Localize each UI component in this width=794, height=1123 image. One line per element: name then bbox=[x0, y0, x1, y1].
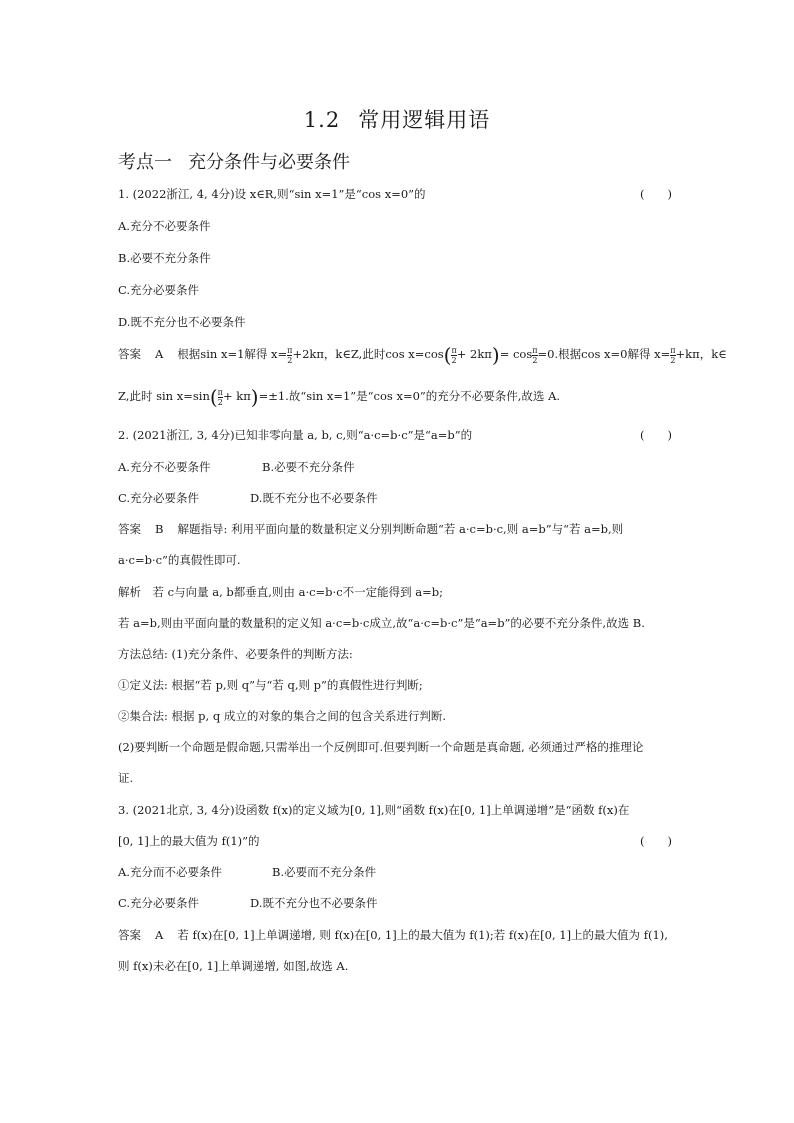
section-heading bbox=[118, 148, 350, 174]
q2-option-a: A.充分不必要条件 bbox=[118, 460, 211, 474]
q1-stem: 1. (2022浙江, 4, 4分)设 x∈R,则“sin x=1”是“cos x=0”的 bbox=[118, 187, 426, 201]
q2-answer-line1 bbox=[118, 521, 623, 537]
q3-answer-line1 bbox=[118, 927, 668, 943]
q1-answer-letter: A bbox=[155, 347, 164, 361]
q2-option-c: C.充分必要条件 bbox=[118, 491, 200, 505]
q1-ans-text-c: + 2kπ bbox=[456, 347, 492, 361]
q2-analysis-line1: 解析 若 c与向量 a, b都垂直,则由 a·c=b·c不一定能得到 a=b; bbox=[118, 585, 444, 599]
q2-option-d: D.既不充分也不必要条件 bbox=[250, 491, 378, 505]
fraction-pi-2: $\frac{\pi}{2}$ bbox=[451, 345, 457, 365]
q1-ans2-text-b: + kπ bbox=[222, 389, 251, 403]
chapter-number: 1.2 bbox=[303, 108, 341, 132]
q2-answer-blank: ( ) bbox=[640, 428, 672, 442]
fraction-pi-2: $\frac{\pi}{2}$ bbox=[287, 345, 293, 365]
q3-answer-text: 若 f(x)在[0, 1]上单调递增, 则 f(x)在[0, 1]上的最大值为 f(1);若 f(x)在[0, 1]上的最大值为 f(1), bbox=[177, 928, 668, 942]
q2-answer-line2: a·c=b·c”的真假性即可. bbox=[118, 553, 241, 567]
q3-option-b: B.必要而不充分条件 bbox=[272, 865, 377, 879]
q3-option-c: C.充分必要条件 bbox=[118, 896, 200, 910]
q2-answer-guide: 解题指导: 利用平面向量的数量积定义分别判断命题“若 a·c=b·c,则 a=b”与“若 a=b,则 bbox=[177, 522, 624, 536]
q2-stem: 2. (2021浙江, 3, 4分)已知非零向量 a, b, c,则“a·c=b·c”是“a=b”的 bbox=[118, 428, 473, 442]
q2-answer-letter: B bbox=[155, 522, 164, 536]
q2-method-3b: 证. bbox=[118, 771, 134, 785]
q2-method-1: ①定义法: 根据“若 p,则 q”与“若 q,则 p”的真假性进行判断; bbox=[118, 678, 423, 692]
q1-ans2-text-c: =±1.故“sin x=1”是“cos x=0”的充分不必要条件,故选 A. bbox=[258, 389, 561, 403]
q1-ans-text-e: =0.根据cos x=0解得 x= bbox=[537, 347, 671, 361]
q2-analysis-line2: 若 a=b,则由平面向量的数量积的定义知 a·c=b·c成立,故“a·c=b·c”是“a=b”的必要不充分条件,故选 B. bbox=[118, 616, 645, 630]
q2-method-2: ②集合法: 根据 p, q 成立的对象的集合之间的包含关系进行判断. bbox=[118, 709, 447, 723]
q1-ans-text-b: +2kπ，k∈Z,此时cos x=cos bbox=[292, 347, 444, 361]
q2-method-3a: (2)要判断一个命题是假命题,只需举出一个反例即可.但要判断一个命题是真命题, 必须通过严格的推理论 bbox=[118, 740, 644, 754]
q1-answer-blank: ( ) bbox=[640, 187, 672, 201]
q3-stem-line2: [0, 1]上的最大值为 f(1)”的 bbox=[118, 834, 260, 848]
q1-ans-text-f: +kπ，k∈ bbox=[675, 347, 727, 361]
q3-option-a: A.充分而不必要条件 bbox=[118, 865, 222, 879]
q1-option-d: D.既不充分也不必要条件 bbox=[118, 315, 246, 329]
q1-answer-label: 答案 bbox=[118, 347, 141, 361]
q1-option-b: B.必要不充分条件 bbox=[118, 251, 211, 265]
page-title bbox=[0, 104, 794, 134]
q3-option-d: D.既不充分也不必要条件 bbox=[250, 896, 378, 910]
q1-answer-line1: 答案 A 根据sin x=1解得 x= $\frac{\pi}{2}$ +2kπ，k∈Z,此时cos x=cos( $\frac{\pi}{2}$ + 2kπ)= cos $\frac{\pi}{2}$ =0.根据cos x=0解得 x= $\frac{\pi}{2}$ +kπ，k∈ bbox=[118, 343, 727, 367]
q2-option-b: B.必要不充分条件 bbox=[262, 460, 355, 474]
q3-answer-blank: ( ) bbox=[640, 834, 672, 848]
fraction-pi-2: $\frac{\pi}{2}$ bbox=[532, 345, 538, 365]
chapter-title: 常用逻辑用语 bbox=[358, 108, 491, 132]
q2-answer-label: 答案 bbox=[118, 522, 141, 536]
q1-answer-line2: Z,此时 sin x=sin( $\frac{\pi}{2}$ + kπ)=±1.故“sin x=1”是“cos x=0”的充分不必要条件,故选 A. bbox=[118, 385, 561, 409]
section-label: 考点一 bbox=[118, 152, 172, 173]
fraction-pi-2: $\frac{\pi}{2}$ bbox=[670, 345, 676, 365]
section-title: 充分条件与必要条件 bbox=[188, 152, 350, 173]
q1-option-a: A.充分不必要条件 bbox=[118, 219, 211, 233]
q1-ans2-text-a: Z,此时 sin x=sin bbox=[118, 389, 210, 403]
q1-option-c: C.充分必要条件 bbox=[118, 283, 200, 297]
q1-ans-text-d: = cos bbox=[499, 347, 533, 361]
q1-ans-text-a: 根据sin x=1解得 x= bbox=[177, 347, 288, 361]
fraction-pi-2: $\frac{\pi}{2}$ bbox=[217, 387, 223, 407]
q2-method-title: 方法总结: (1)充分条件、必要条件的判断方法: bbox=[118, 647, 353, 661]
q3-answer-label: 答案 bbox=[118, 928, 141, 942]
q3-answer-letter: A bbox=[155, 928, 164, 942]
q3-answer-line2: 则 f(x)未必在[0, 1]上单调递增, 如图,故选 A. bbox=[118, 959, 349, 973]
q3-stem-line1: 3. (2021北京, 3, 4分)设函数 f(x)的定义域为[0, 1],则“函数 f(x)在[0, 1]上单调递增”是“函数 f(x)在 bbox=[118, 803, 630, 817]
